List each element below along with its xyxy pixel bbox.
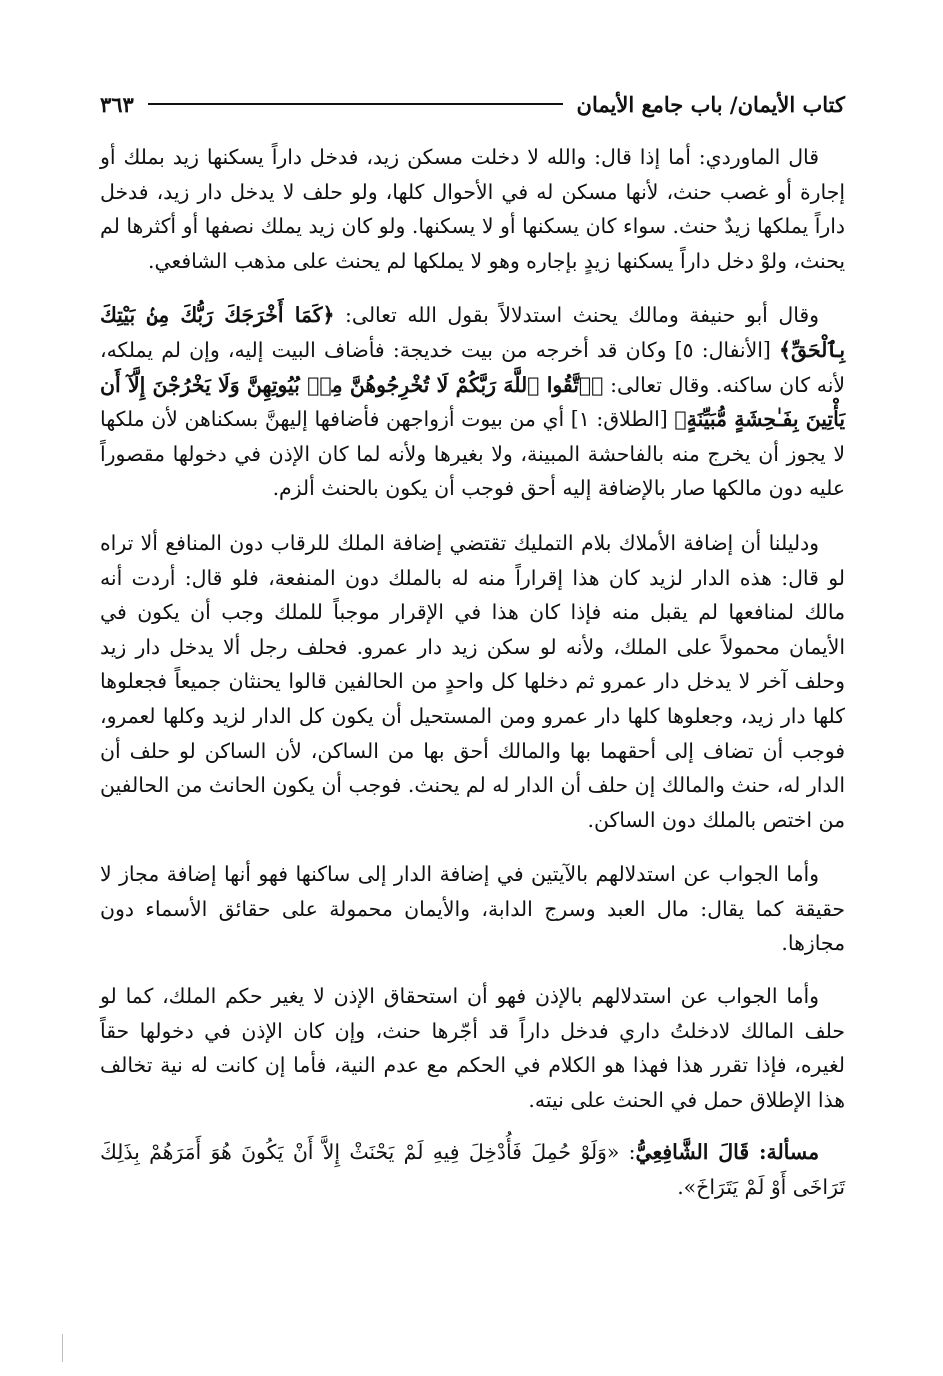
page-number: ٣٦٣ — [100, 91, 134, 117]
paragraph-answer-permission: وأما الجواب عن استدلالهم بالإذن فهو أن استحقاق الإذن لا يغير حكم الملك، كما لو حلف المالك لادخلتُ داري فدخل داراً قد أجّرها حنث، وإن كان الإذن في دخولها حقاً لغيره، فإذا تقرر هذا فهذا هو الكلام في الحكم مع عدم النية، فأما إن كانت له نية تخالف هذا الإطلاق حمل في الحنث على نيته. — [100, 984, 845, 1112]
paragraph-answer-verses: وأما الجواب عن استدلالهم بالآيتين في إضافة الدار إلى ساكنها فهو أنها إضافة مجاز لا حقيقة كما يقال: مال العبد وسرج الدابة، والأيمان محمولة على حقائق الأسماء دون مجازها. — [100, 862, 845, 956]
masala-quote: : «وَلَوْ حُمِلَ فَأُدْخِلَ فِيهِ لَمْ يَحْنَثْ إِلاَّ أَنْ يَكُونَ هُوَ أَمَرَهُمْ بِذَلِكَ تَرَاخَى أَوْ لَمْ يَتَرَاخَ». — [100, 1140, 845, 1200]
paragraph-evidence: ودليلنا أن إضافة الأملاك بلام التمليك تقتضي إضافة الملك للرقاب دون المنافع ألا تراه لو قال: هذه الدار لزيد كان هذا إقراراً منه له بالملك دون المنفعة، فلو قال: أردت أنه مالك لمنافعها لم يقبل منه فإذا كان هذا في الإقرار موجباً للملك وجب أن يكون في الأيمان محمولاً على الملك، ولأنه لو سكن زيد دار عمرو. فحلف رجل ألا يدخل دار زيد وحلف آخر لا يدخل دار عمرو ثم دخلها كل واحدٍ من الحالفين قالوا يحنثان جميعاً فجعلوها كلها دار زيد، وجعلوها كلها دار عمرو ومن المستحيل أن يكون كل الدار لزيد وكلها لعمرو، فوجب أن تضاف إلى أحقهما بها والمالك أحق بها من الساكن، لأن الساكن لو حلف أن الدار له، حنث والمالك إن حلف أن الدار له لم يحنث. فوجب أن يكون الحانث من الحالفين من اختص بالملك دون الساكن. — [100, 530, 845, 832]
paragraph-mawardi: قال الماوردي: أما إذا قال: والله لا دخلت مسكن زيد، فدخل داراً يسكنها زيد بملك أو إجارة أو غصب حنث، لأنها مسكن له في الأحوال كلها، ولو حلف لا يدخل دار زيد، فدخل داراً يملكها زيدٌ حنث. سواء كان يسكنها أو لا يسكنها. ولو كان زيد يملك نصفها أو أكثرها لم يحنث، ولوْ دخل داراً يسكنها زيدٍ بإجاره وهو لا يملكها لم يحنث على مذهب الشافعي. — [100, 145, 845, 273]
masala-paragraph — [100, 1135, 845, 1204]
paragraph-text: [الطلاق: ١] أي من بيوت أزواجهن فأضافها إليهنَّ بسكناهن لأن ملكها لا يجوز أن يخرج منه بالفاحشة المبينة، ولا بغيرها ولأنه لما كان الإذن في دخولها مقصوراً عليه دون مالكها صار بالإضافة إليه أحق فوجب أن يكون بالحنث ألزم. — [100, 407, 845, 501]
masala-label: مسألة: قَالَ الشَّافِعِيُّ — [635, 1140, 819, 1165]
quran-quote-anfal: ﴿كَمَا أَخْرَجَكَ رَبُّكَ مِنۢ بَيْتِكَ بِٱلْحَقِّ﴾ — [100, 303, 845, 362]
page-edge-mark — [62, 1334, 63, 1362]
quran-quote-talaq: ﴿ٱتَّقُوا ٱللَّهَ رَبَّكُمْ لَا تُخْرِجُوهُنَّ مِنۢ بُيُوتِهِنَّ وَلَا يَخْرُجْنَ إِلَّآ أَن يَأْتِينَ بِفَـٰحِشَةٍ مُّبَيِّنَةٍ﴾ — [100, 372, 845, 432]
paragraph-text: [الأنفال: ٥] وكان قد أخرجه من بيت خديجة: فأضاف البيت إليه، وإن لم يملكه، لأنه كان ساكنه. وقال تعالى: — [100, 337, 845, 397]
header-rule — [148, 103, 563, 105]
paragraph-abu-hanifa — [100, 298, 845, 506]
paragraph-text: وقال أبو حنيفة ومالك يحنث استدلالاً بقول الله تعالى: — [334, 303, 820, 328]
page-body — [100, 140, 845, 1225]
running-header — [100, 84, 845, 124]
header-title: كتاب الأيمان/ باب جامع الأيمان — [576, 91, 845, 117]
